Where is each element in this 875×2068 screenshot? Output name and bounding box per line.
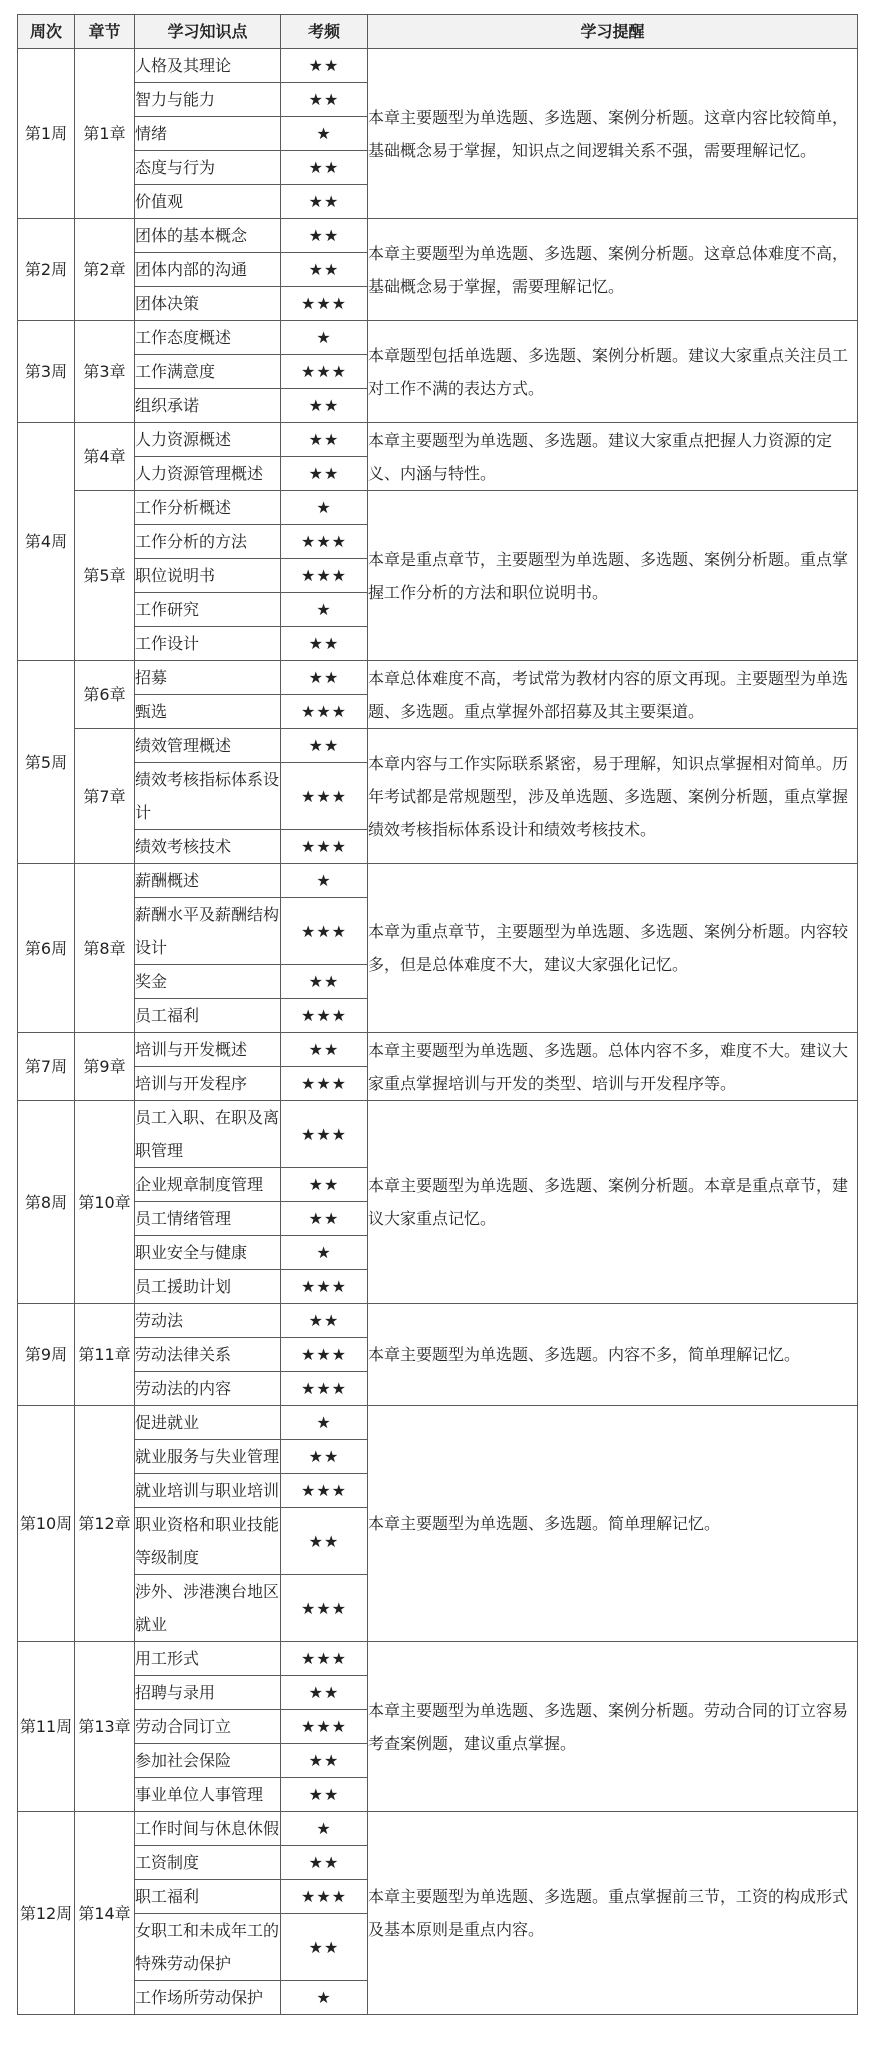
- topic-cell: 工作场所劳动保护: [135, 1981, 281, 2015]
- topic-cell: 智力与能力: [135, 83, 281, 117]
- topic-cell: 薪酬概述: [135, 864, 281, 898]
- table-row: [18, 219, 858, 253]
- topic-cell: 涉外、涉港澳台地区就业: [135, 1575, 281, 1642]
- week-cell: 第3周: [18, 321, 75, 423]
- frequency-stars: ★★★: [281, 763, 368, 830]
- week-cell: 第8周: [18, 1101, 75, 1304]
- topic-cell: 招聘与录用: [135, 1676, 281, 1710]
- topic-cell: 劳动法的内容: [135, 1372, 281, 1406]
- topic-cell: 职业安全与健康: [135, 1236, 281, 1270]
- chapter-cell: 第5章: [75, 491, 135, 661]
- table-row: [18, 491, 858, 525]
- topic-cell: 员工援助计划: [135, 1270, 281, 1304]
- tip-cell: 本章主要题型为单选题、多选题、案例分析题。这章总体难度不高，基础概念易于掌握，需要理解记忆。: [368, 219, 858, 321]
- week-cell: 第5周: [18, 661, 75, 864]
- frequency-stars: ★★: [281, 1778, 368, 1812]
- week-cell: 第10周: [18, 1406, 75, 1642]
- frequency-stars: ★: [281, 321, 368, 355]
- topic-cell: 工资制度: [135, 1846, 281, 1880]
- frequency-stars: ★★★: [281, 287, 368, 321]
- topic-cell: 工作设计: [135, 627, 281, 661]
- topic-cell: 团体决策: [135, 287, 281, 321]
- frequency-stars: ★★: [281, 1914, 368, 1981]
- table-row: [18, 1812, 858, 1846]
- frequency-stars: ★★★: [281, 999, 368, 1033]
- frequency-stars: ★★: [281, 151, 368, 185]
- frequency-stars: ★★★: [281, 1642, 368, 1676]
- frequency-stars: ★★★: [281, 1270, 368, 1304]
- frequency-stars: ★★★: [281, 355, 368, 389]
- tip-cell: 本章主要题型为单选题、多选题。内容不多，简单理解记忆。: [368, 1304, 858, 1406]
- topic-cell: 事业单位人事管理: [135, 1778, 281, 1812]
- chapter-cell: 第14章: [75, 1812, 135, 2015]
- topic-cell: 促进就业: [135, 1406, 281, 1440]
- topic-cell: 劳动合同订立: [135, 1710, 281, 1744]
- topic-cell: 情绪: [135, 117, 281, 151]
- chapter-cell: 第10章: [75, 1101, 135, 1304]
- frequency-stars: ★★: [281, 389, 368, 423]
- table-row: [18, 1033, 858, 1067]
- chapter-cell: 第4章: [75, 423, 135, 491]
- topic-cell: 员工福利: [135, 999, 281, 1033]
- frequency-stars: ★★: [281, 1676, 368, 1710]
- topic-cell: 价值观: [135, 185, 281, 219]
- frequency-stars: ★★★: [281, 1710, 368, 1744]
- table-row: [18, 1101, 858, 1168]
- topic-cell: 劳动法律关系: [135, 1338, 281, 1372]
- tip-cell: 本章主要题型为单选题、多选题、案例分析题。这章内容比较简单，基础概念易于掌握，知识点之间逻辑关系不强，需要理解记忆。: [368, 49, 858, 219]
- topic-cell: 绩效考核指标体系设计: [135, 763, 281, 830]
- frequency-stars: ★★★: [281, 1474, 368, 1508]
- topic-cell: 职业资格和职业技能等级制度: [135, 1508, 281, 1575]
- topic-cell: 招募: [135, 661, 281, 695]
- topic-cell: 劳动法: [135, 1304, 281, 1338]
- tip-cell: 本章总体难度不高，考试常为教材内容的原文再现。主要题型为单选题、多选题。重点掌握外部招募及其主要渠道。: [368, 661, 858, 729]
- frequency-stars: ★★★: [281, 830, 368, 864]
- frequency-stars: ★★: [281, 1033, 368, 1067]
- chapter-cell: 第8章: [75, 864, 135, 1033]
- frequency-stars: ★★: [281, 729, 368, 763]
- tip-cell: 本章是重点章节，主要题型为单选题、多选题、案例分析题。重点掌握工作分析的方法和职位说明书。: [368, 491, 858, 661]
- topic-cell: 参加社会保险: [135, 1744, 281, 1778]
- frequency-stars: ★★★: [281, 525, 368, 559]
- topic-cell: 培训与开发概述: [135, 1033, 281, 1067]
- chapter-cell: 第7章: [75, 729, 135, 864]
- header-week: 周次: [18, 15, 75, 49]
- chapter-cell: 第13章: [75, 1642, 135, 1812]
- topic-cell: 工作态度概述: [135, 321, 281, 355]
- frequency-stars: ★★★: [281, 1575, 368, 1642]
- tip-cell: 本章为重点章节，主要题型为单选题、多选题、案例分析题。内容较多，但是总体难度不大，建议大家强化记忆。: [368, 864, 858, 1033]
- frequency-stars: ★★: [281, 1508, 368, 1575]
- topic-cell: 奖金: [135, 965, 281, 999]
- frequency-stars: ★★★: [281, 1880, 368, 1914]
- frequency-stars: ★★★: [281, 1372, 368, 1406]
- topic-cell: 职工福利: [135, 1880, 281, 1914]
- frequency-stars: ★★: [281, 1202, 368, 1236]
- tip-cell: 本章题型包括单选题、多选题、案例分析题。建议大家重点关注员工对工作不满的表达方式。: [368, 321, 858, 423]
- topic-cell: 工作时间与休息休假: [135, 1812, 281, 1846]
- table-row: [18, 864, 858, 898]
- topic-cell: 企业规章制度管理: [135, 1168, 281, 1202]
- frequency-stars: ★★: [281, 1168, 368, 1202]
- table-row: [18, 49, 858, 83]
- tip-cell: 本章主要题型为单选题、多选题。总体内容不多，难度不大。建议大家重点掌握培训与开发的类型、培训与开发程序等。: [368, 1033, 858, 1101]
- frequency-stars: ★: [281, 117, 368, 151]
- topic-cell: 工作分析概述: [135, 491, 281, 525]
- tip-cell: 本章主要题型为单选题、多选题。重点掌握前三节，工资的构成形式及基本原则是重点内容。: [368, 1812, 858, 2015]
- week-cell: 第4周: [18, 423, 75, 661]
- frequency-stars: ★★★: [281, 898, 368, 965]
- topic-cell: 团体内部的沟通: [135, 253, 281, 287]
- frequency-stars: ★★: [281, 253, 368, 287]
- frequency-stars: ★★: [281, 423, 368, 457]
- frequency-stars: ★★: [281, 219, 368, 253]
- frequency-stars: ★★: [281, 457, 368, 491]
- header-row: [18, 15, 858, 49]
- frequency-stars: ★★: [281, 627, 368, 661]
- topic-cell: 培训与开发程序: [135, 1067, 281, 1101]
- frequency-stars: ★: [281, 1236, 368, 1270]
- topic-cell: 人力资源管理概述: [135, 457, 281, 491]
- topic-cell: 组织承诺: [135, 389, 281, 423]
- topic-cell: 团体的基本概念: [135, 219, 281, 253]
- tip-cell: 本章内容与工作实际联系紧密，易于理解，知识点掌握相对简单。历年考试都是常规题型，涉及单选题、多选题、案例分析题，重点掌握绩效考核指标体系设计和绩效考核技术。: [368, 729, 858, 864]
- table-row: [18, 1406, 858, 1440]
- frequency-stars: ★: [281, 1406, 368, 1440]
- header-chapter: 章节: [75, 15, 135, 49]
- topic-cell: 人力资源概述: [135, 423, 281, 457]
- topic-cell: 女职工和未成年工的特殊劳动保护: [135, 1914, 281, 1981]
- chapter-cell: 第12章: [75, 1406, 135, 1642]
- topic-cell: 人格及其理论: [135, 49, 281, 83]
- table-row: [18, 321, 858, 355]
- frequency-stars: ★: [281, 491, 368, 525]
- frequency-stars: ★: [281, 864, 368, 898]
- week-cell: 第1周: [18, 49, 75, 219]
- frequency-stars: ★★: [281, 1744, 368, 1778]
- frequency-stars: ★: [281, 1981, 368, 2015]
- study-plan-table: [17, 14, 858, 2015]
- week-cell: 第2周: [18, 219, 75, 321]
- topic-cell: 职位说明书: [135, 559, 281, 593]
- chapter-cell: 第1章: [75, 49, 135, 219]
- table-row: [18, 661, 858, 695]
- frequency-stars: ★★: [281, 965, 368, 999]
- frequency-stars: ★: [281, 1812, 368, 1846]
- frequency-stars: ★★: [281, 661, 368, 695]
- chapter-cell: 第9章: [75, 1033, 135, 1101]
- chapter-cell: 第3章: [75, 321, 135, 423]
- table-row: [18, 729, 858, 763]
- frequency-stars: ★★: [281, 185, 368, 219]
- frequency-stars: ★★: [281, 1846, 368, 1880]
- frequency-stars: ★: [281, 593, 368, 627]
- frequency-stars: ★★★: [281, 1067, 368, 1101]
- frequency-stars: ★★★: [281, 695, 368, 729]
- frequency-stars: ★★: [281, 83, 368, 117]
- topic-cell: 员工入职、在职及离职管理: [135, 1101, 281, 1168]
- topic-cell: 态度与行为: [135, 151, 281, 185]
- chapter-cell: 第11章: [75, 1304, 135, 1406]
- topic-cell: 绩效管理概述: [135, 729, 281, 763]
- topic-cell: 甄选: [135, 695, 281, 729]
- frequency-stars: ★★: [281, 49, 368, 83]
- topic-cell: 绩效考核技术: [135, 830, 281, 864]
- tip-cell: 本章主要题型为单选题、多选题。建议大家重点把握人力资源的定义、内涵与特性。: [368, 423, 858, 491]
- frequency-stars: ★★★: [281, 559, 368, 593]
- topic-cell: 工作研究: [135, 593, 281, 627]
- topic-cell: 用工形式: [135, 1642, 281, 1676]
- week-cell: 第9周: [18, 1304, 75, 1406]
- week-cell: 第6周: [18, 864, 75, 1033]
- topic-cell: 就业培训与职业培训: [135, 1474, 281, 1508]
- header-tip: 学习提醒: [368, 15, 858, 49]
- chapter-cell: 第6章: [75, 661, 135, 729]
- table-row: [18, 423, 858, 457]
- topic-cell: 工作分析的方法: [135, 525, 281, 559]
- topic-cell: 薪酬水平及薪酬结构设计: [135, 898, 281, 965]
- frequency-stars: ★★★: [281, 1338, 368, 1372]
- week-cell: 第11周: [18, 1642, 75, 1812]
- frequency-stars: ★★★: [281, 1101, 368, 1168]
- tip-cell: 本章主要题型为单选题、多选题。简单理解记忆。: [368, 1406, 858, 1642]
- frequency-stars: ★★: [281, 1304, 368, 1338]
- study-plan-body: [18, 49, 858, 2015]
- table-row: [18, 1642, 858, 1676]
- week-cell: 第12周: [18, 1812, 75, 2015]
- header-topic: 学习知识点: [135, 15, 281, 49]
- week-cell: 第7周: [18, 1033, 75, 1101]
- table-row: [18, 1304, 858, 1338]
- topic-cell: 员工情绪管理: [135, 1202, 281, 1236]
- frequency-stars: ★★: [281, 1440, 368, 1474]
- topic-cell: 就业服务与失业管理: [135, 1440, 281, 1474]
- tip-cell: 本章主要题型为单选题、多选题、案例分析题。本章是重点章节，建议大家重点记忆。: [368, 1101, 858, 1304]
- chapter-cell: 第2章: [75, 219, 135, 321]
- header-frequency: 考频: [281, 15, 368, 49]
- tip-cell: 本章主要题型为单选题、多选题、案例分析题。劳动合同的订立容易考查案例题，建议重点掌握。: [368, 1642, 858, 1812]
- topic-cell: 工作满意度: [135, 355, 281, 389]
